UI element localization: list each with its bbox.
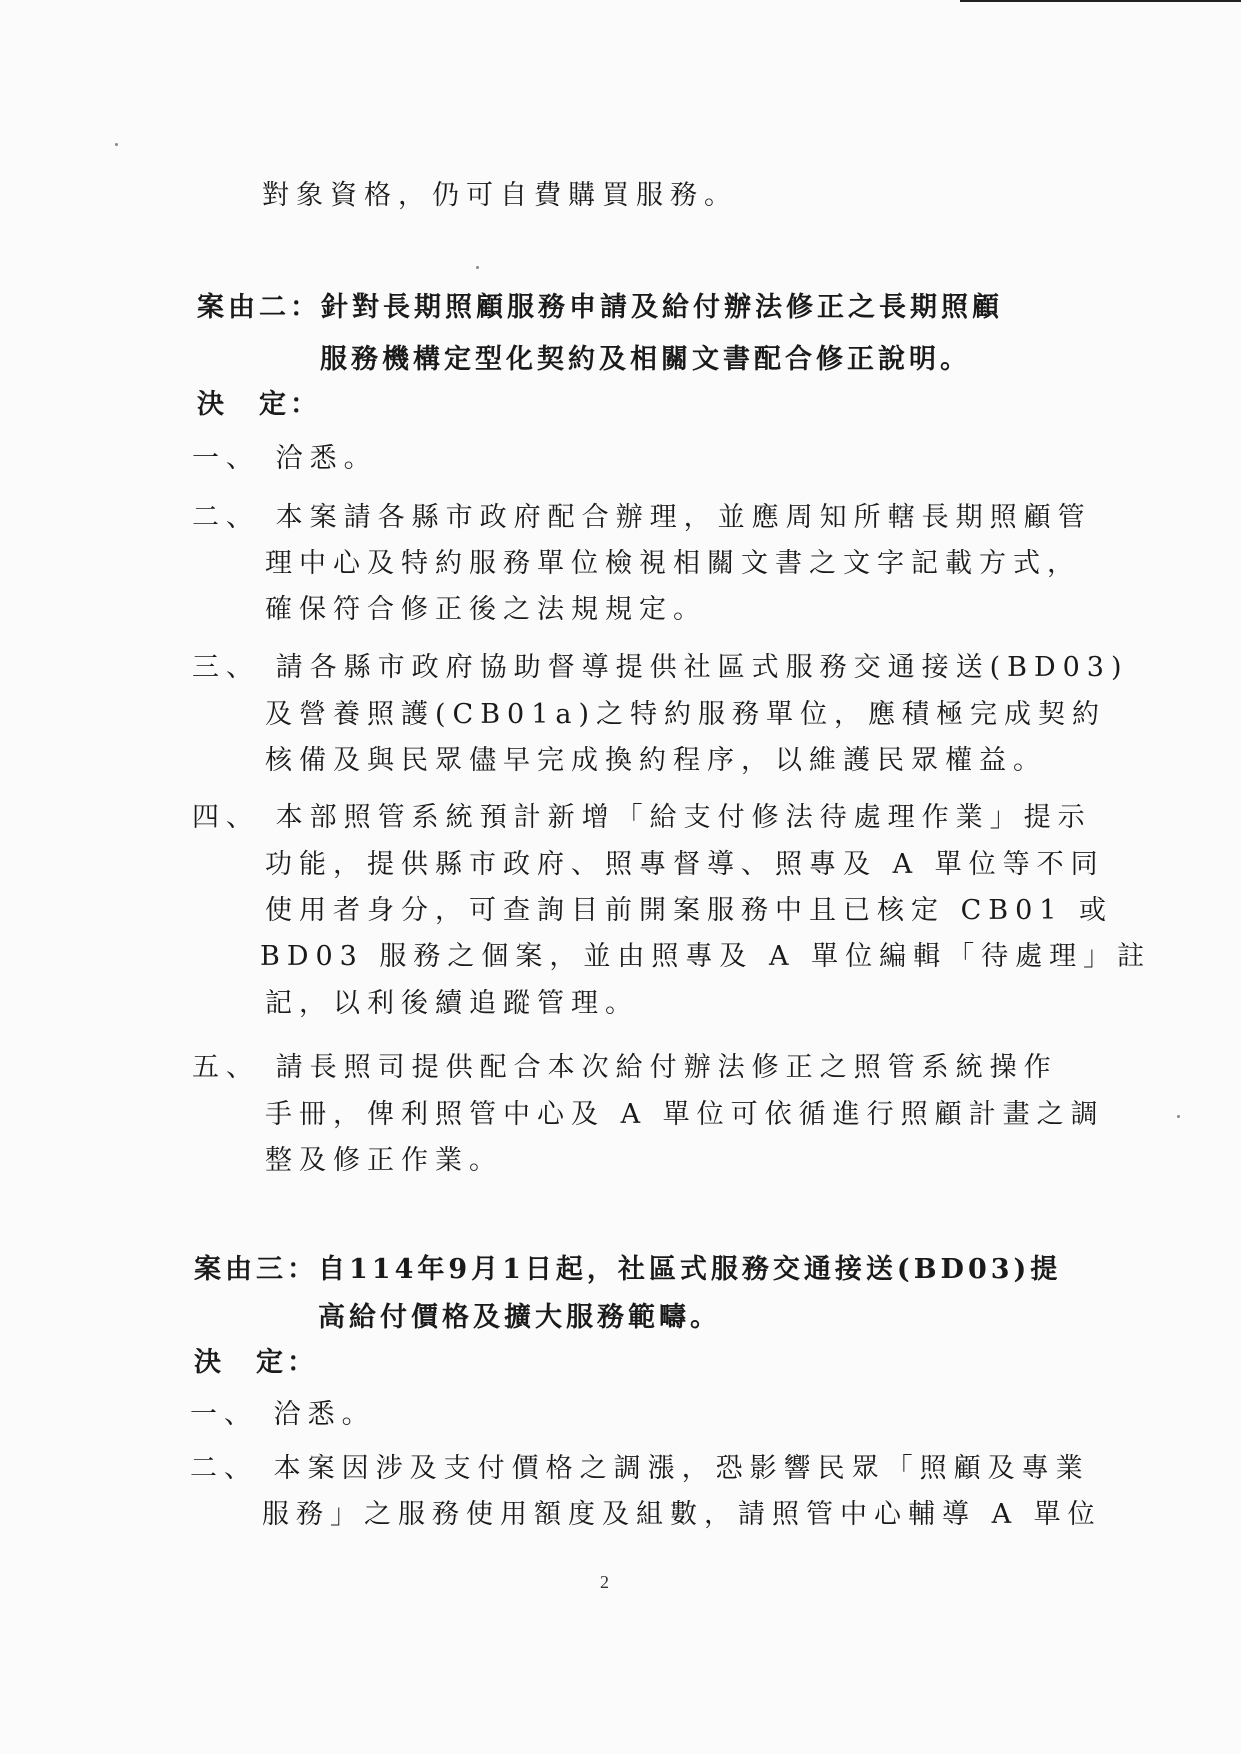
case2-item-5-line: 手冊，俾利照管中心及 A 單位可依循進行照顧計畫之調 — [265, 1099, 1105, 1130]
case2-item-3: 三、 請各縣市政府協助督導提供社區式服務交通接送(BD03) — [192, 652, 1129, 683]
case2-item-4: 四、 本部照管系統預計新增「給支付修法待處理作業」提示 — [192, 802, 1092, 833]
case2-item-4-line: BD03 服務之個案，並由照專及 A 單位編輯「待處理」註 — [260, 941, 1152, 972]
case2-item-1: 一、 洽悉。 — [192, 443, 378, 474]
case3-title-cont: 高給付價格及擴大服務範疇。 — [318, 1302, 721, 1333]
case2-item-4-line: 使用者身分，可查詢目前開案服務中且已核定 CB01 或 — [265, 895, 1114, 926]
page-number: 2 — [600, 1572, 609, 1592]
case2-item-2-line: 理中心及特約服務單位檢視相關文書之文字記載方式， — [265, 548, 1081, 579]
case2-decision-label: 決 定： — [197, 389, 321, 420]
case3-decision-label: 決 定： — [194, 1347, 318, 1378]
scan-speck — [1177, 1115, 1180, 1118]
case3-title: 案由三：自114年9月1日起，社區式服務交通接送(BD03)提 — [194, 1254, 1062, 1285]
continuation-text: 對象資格，仍可自費購買服務。 — [262, 180, 738, 211]
scan-speck — [115, 143, 118, 146]
scan-speck — [476, 266, 479, 269]
case2-item-2-line: 確保符合修正後之法規規定。 — [265, 594, 707, 625]
scan-edge-line — [960, 0, 1241, 2]
case2-item-3-line: 及營養照護(CB01a)之特約服務單位，應積極完成契約 — [265, 699, 1107, 730]
case2-item-4-line: 功能，提供縣市政府、照專督導、照專及 A 單位等不同 — [265, 849, 1105, 880]
case3-item-2: 二、 本案因涉及支付價格之調漲，恐影響民眾「照顧及專業 — [190, 1453, 1090, 1484]
case2-item-5-line: 整及修正作業。 — [265, 1145, 503, 1176]
case2-item-4-line: 記，以利後續追蹤管理。 — [265, 988, 639, 1019]
case2-item-2: 二、 本案請各縣市政府配合辦理，並應周知所轄長期照顧管 — [192, 502, 1092, 533]
case2-title-cont: 服務機構定型化契約及相關文書配合修正說明。 — [320, 344, 971, 375]
case3-item-1: 一、 洽悉。 — [190, 1399, 376, 1430]
case2-item-5: 五、 請長照司提供配合本次給付辦法修正之照管系統操作 — [192, 1052, 1058, 1083]
case2-title: 案由二：針對長期照顧服務申請及給付辦法修正之長期照顧 — [197, 292, 1003, 323]
case3-item-2-line: 服務」之服務使用額度及組數，請照管中心輔導 A 單位 — [262, 1499, 1102, 1530]
case2-item-3-line: 核備及與民眾儘早完成換約程序，以維護民眾權益。 — [265, 745, 1047, 776]
